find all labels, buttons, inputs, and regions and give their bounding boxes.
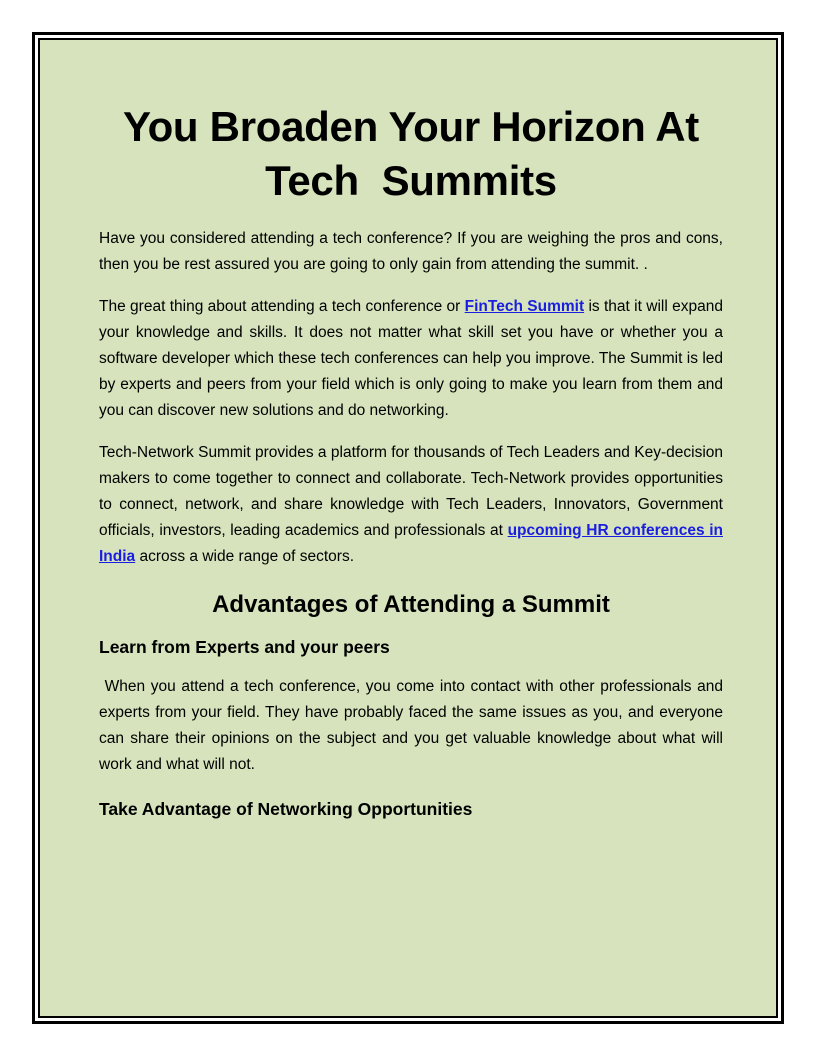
title-line-1: You Broaden Your Horizon At: [122, 103, 699, 150]
experts-paragraph: [99, 674, 728, 778]
fintech-paragraph-before: The great thing about attending a tech conference or: [99, 298, 465, 315]
fintech-summit-link[interactable]: FinTech Summit: [464, 298, 585, 315]
experts-paragraph-text: When you attend a tech conference, you come into contact with other professionals and experts from your field. They have probably faced the same issues as you, and everyone can share their opinions on the subject and you get valuable knowledge about what will work and what will not.: [99, 678, 728, 773]
tech-network-paragraph-before: Tech-Network Summit provides a platform for thousands of Tech Leaders and Key-decision makers to come together to connect and collaborate. Tech-Network provides opportunities to connect, network, and share knowledge with Tech Leaders, Innovators, Government officials, investors, leading academics and professionals at: [99, 444, 723, 539]
intro-paragraph-text: Have you considered attending a tech conference? If you are weighing the pros and cons, then you be rest assured you are going to only gain from attending the summit. .: [99, 230, 723, 273]
tech-network-paragraph-after: across a wide range of sectors.: [135, 548, 354, 565]
title-line-2: Tech Summits: [265, 157, 557, 204]
tech-network-paragraph: [99, 440, 723, 570]
fintech-paragraph-after: is that it will expand your knowledge and skills. It does not matter what skill set you have or whether you a software developer which these tech conferences can help you improve. The Summit is led by experts and peers from your field which is only going to make you learn from them and you can discover new solutions and do networking.: [99, 298, 723, 419]
subsection-heading-experts: Learn from Experts and your peers: [99, 637, 390, 657]
fintech-paragraph: [99, 294, 723, 424]
document-title: [99, 100, 723, 208]
section-heading-advantages: Advantages of Attending a Summit: [212, 591, 610, 618]
intro-paragraph: [99, 226, 723, 278]
subsection-heading-networking: Take Advantage of Networking Opportunities: [99, 799, 473, 819]
page-border-inner: [38, 38, 778, 1018]
page-border-outer: [32, 32, 784, 1024]
hr-conferences-link[interactable]: upcoming HR conferences in India: [99, 522, 723, 565]
document-content: [99, 100, 728, 822]
